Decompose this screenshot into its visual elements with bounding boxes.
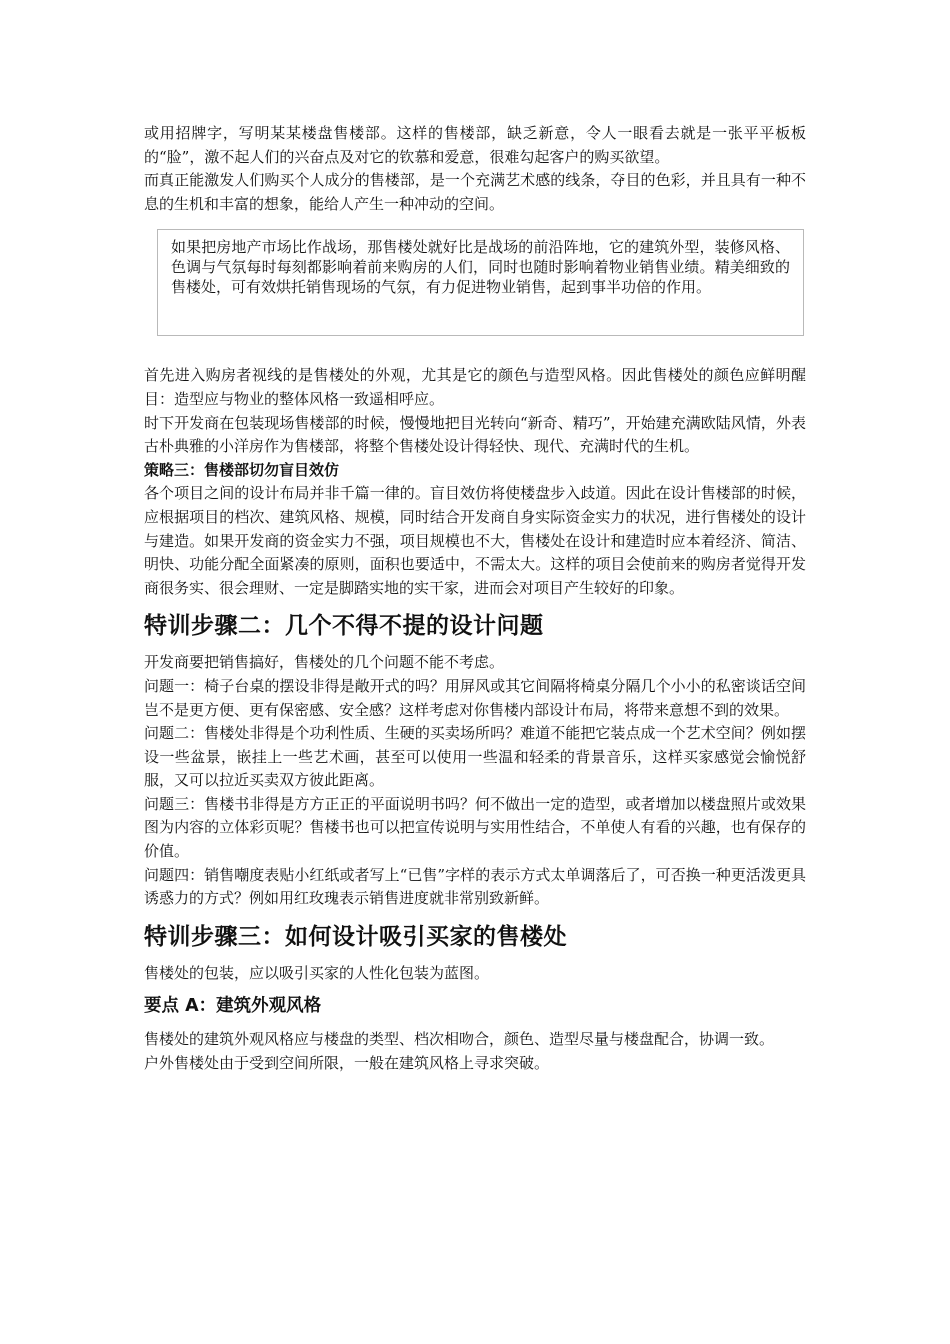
- document-page: [144, 122, 806, 1076]
- question-one-paragraph: 问题一：椅子台桌的摆设非得是敞开式的吗？用屏风或其它间隔将椅桌分隔几个小小的私密谈话空间岂不是更方便、更有保密感、安全感？这样考虑对你售楼内部设计布局，将带来意想不到的效果。: [144, 676, 806, 719]
- point-a-paragraph-2: 户外售楼处由于受到空间所限，一般在建筑风格上寻求突破。: [144, 1054, 550, 1073]
- exterior-paragraph-2: 时下开发商在包装现场售楼部的时候，慢慢地把目光转向“新奇、精巧”，开始建充满欧陆风情，外表古朴典雅的小洋房作为售楼部，将整个售楼处设计得轻快、现代、充满时代的生机。: [144, 413, 806, 456]
- step-two-intro: 开发商要把销售搞好，售楼处的几个问题不能不考虑。: [144, 653, 505, 672]
- step-two-heading: 特训步骤二：几个不得不提的设计问题: [144, 613, 544, 640]
- step-three-heading: 特训步骤三：如何设计吸引买家的售楼处: [144, 923, 567, 950]
- section-exterior: [144, 364, 806, 458]
- strategy-three-heading: 策略三：售楼部切勿盲目效仿: [144, 460, 340, 479]
- point-a-heading: 要点 A：建筑外观风格: [144, 996, 322, 1017]
- point-a-paragraph-1: 售楼处的建筑外观风格应与楼盘的类型、档次相吻合，颜色、造型尽量与楼盘配合，协调一致。: [144, 1030, 775, 1049]
- quote-box: 如果把房地产市场比作战场，那售楼处就好比是战场的前沿阵地，它的建筑外型，装修风格、色调与气氛每时每刻都影响着前来购房的人们，同时也随时影响着物业销售业绩。精美细致的售楼处，可有效烘托销售现场的气氛，有力促进物业销售，起到事半功倍的作用。: [157, 229, 804, 336]
- question-four-paragraph: 问题四：销售嘲度表贴小红纸或者写上“已售”字样的表示方式太单调落后了，可否换一种更活泼更具诱惑力的方式？例如用红玫瑰表示销售进度就非常别致新鲜。: [144, 865, 806, 908]
- step-three-intro: 售楼处的包装，应以吸引买家的人性化包装为蓝图。: [144, 963, 490, 982]
- intro-paragraph-1: 或用招牌字，写明某某楼盘售楼部。这样的售楼部，缺乏新意，令人一眼看去就是一张平平板板的“脸”，激不起人们的兴奋点及对它的钦慕和爱意，很难勾起客户的购买欲望。: [144, 124, 806, 166]
- strategy-three-paragraph: 各个项目之间的设计布局并非千篇一律的。盲目效仿将使楼盘步入歧道。因此在设计售楼部的时候，应根据项目的档次、建筑风格、规模，同时结合开发商自身实际资金实力的状况，进行售楼处的设计与建造。如果开发商的资金实力不强，项目规模也不大，售楼处在设计和建造时应本着经济、简洁、明快、功能分配全面紧凑的原则，面积也要适中，不需太大。这样的项目会使前来的购房者觉得开发商很务实、很会理财、一定是脚踏实地的实干家，进而会对项目产生较好的印象。: [144, 484, 806, 597]
- intro-paragraph-2: 而真正能激发人们购买个人成分的售楼部，是一个充满艺术感的线条，夺目的色彩，并且具有一种不息的生机和丰富的想象，能给人产生一种冲动的空间。: [144, 171, 806, 213]
- exterior-paragraph-1: 首先进入购房者视线的是售楼处的外观，尤其是它的颜色与造型风格。因此售楼处的颜色应鲜明醒目：造型应与物业的整体风格一致遥相呼应。: [144, 366, 806, 408]
- question-three-paragraph: 问题三：售楼书非得是方方正正的平面说明书吗？何不做出一定的造型，或者增加以楼盘照片或效果图为内容的立体彩页呢？售楼书也可以把宣传说明与实用性结合，不单使人有看的兴趣，也有保存的价值。: [144, 794, 806, 861]
- question-two-paragraph: 问题二：售楼处非得是个功利性质、生硬的买卖场所吗？难道不能把它装点成一个艺术空间？例如摆设一些盆景，嵌挂上一些艺术画，甚至可以使用一些温和轻柔的背景音乐，这样买家感觉会愉悦舒服，又可以拉近买卖双方彼此距离。: [144, 724, 806, 790]
